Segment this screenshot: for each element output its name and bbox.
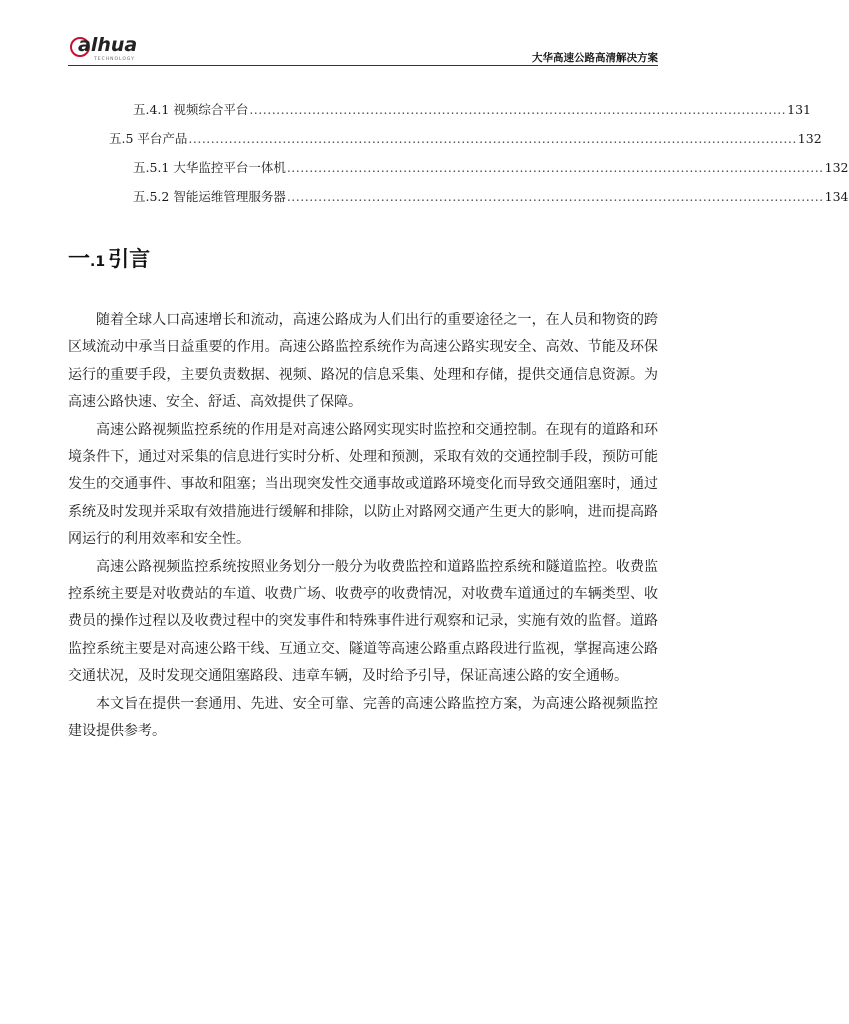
toc-page-number: 134 [824, 189, 849, 204]
section-title: 引言 [108, 247, 151, 271]
document-title: 大华高速公路高清解决方案 [532, 52, 658, 64]
toc-leader-dots: ........................................................................................................................ [286, 189, 824, 204]
body-text [68, 307, 658, 746]
paragraph: 高速公路视频监控系统按照业务划分一般分为收费监控和道路监控系统和隧道监控。收费监控系统主要是对收费站的车道、收费广场、收费亭的收费情况，对收费车道通过的车辆类型、收费员的操作过程以及收费过程中的突发事件和特殊事件进行观察和记录，实施有效的监督。道路监控系统主要是对高速公路干线、互通立交、隧道等高速公路重点路段进行监视，掌握高速公路交通状况，及时发现交通阻塞路段、违章车辆，及时给予引导，保证高速公路的安全通畅。 [68, 558, 658, 685]
toc-entry[interactable] [109, 129, 822, 147]
toc-leader-dots: ........................................................................................................................................ [188, 131, 797, 146]
toc-label: 五.5.1 大华监控平台一体机 [133, 160, 286, 175]
toc-entry[interactable] [133, 100, 811, 118]
toc-entry[interactable] [133, 187, 849, 205]
toc-label: 五.4.1 视频综合平台 [133, 102, 249, 117]
header-divider [68, 65, 658, 66]
logo-subtext: TECHNOLOGY [94, 57, 135, 62]
toc-page-number: 131 [787, 102, 811, 117]
toc-leader-dots: ........................................................................................................................ [249, 102, 787, 117]
toc-entry[interactable] [133, 158, 849, 176]
paragraph: 本文旨在提供一套通用、先进、安全可靠、完善的高速公路监控方案，为高速公路视频监控建设提供参考。 [68, 695, 658, 740]
logo-text: alhua [78, 34, 138, 56]
dahua-logo [70, 36, 160, 64]
toc-page-number: 132 [797, 131, 822, 146]
toc-label: 五.5 平台产品 [109, 131, 188, 146]
section-number-main: 一 [68, 247, 91, 272]
section-number-sub: .1 [90, 254, 106, 270]
page-header [68, 36, 658, 66]
toc-leader-dots: ........................................................................................................................ [286, 160, 824, 175]
paragraph: 高速公路视频监控系统的作用是对高速公路网实现实时监控和交通控制。在现有的道路和环境条件下，通过对采集的信息进行实时分析、处理和预测，采取有效的交通控制手段，预防可能发生的交通事件、事故和阻塞；当出现突发性交通事故或道路环境变化而导致交通阻塞时，通过系统及时发现并采取有效措施进行缓解和排除，以防止对路网交通产生更大的影响，进而提高路网运行的利用效率和安全性。 [68, 421, 658, 548]
toc-label: 五.5.2 智能运维管理服务器 [133, 189, 286, 204]
paragraph: 随着全球人口高速增长和流动，高速公路成为人们出行的重要途径之一，在人员和物资的跨区域流动中承当日益重要的作用。高速公路监控系统作为高速公路实现安全、高效、节能及环保运行的重要手段，主要负责数据、视频、路况的信息采集、处理和存储，提供交通信息资源。为高速公路快速、安全、舒适、高效提供了保障。 [68, 312, 658, 411]
toc-page-number: 132 [824, 160, 849, 175]
section-heading [68, 242, 150, 273]
